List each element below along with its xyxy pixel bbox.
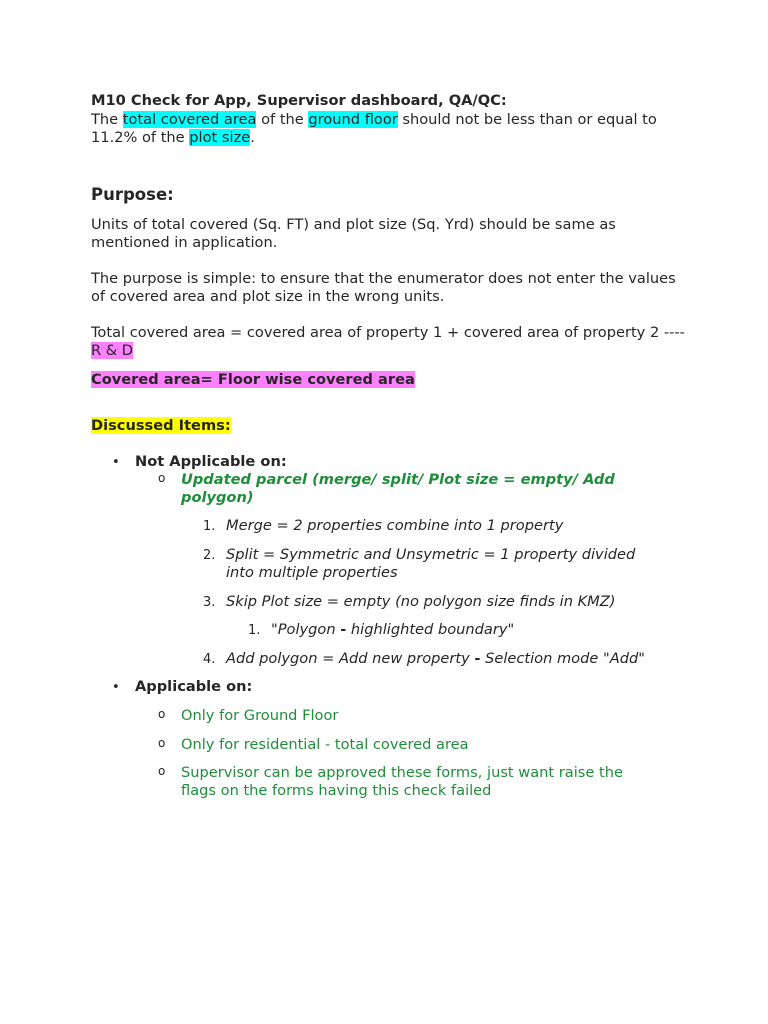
discussed-heading [91, 417, 691, 435]
residential-item: Only for residential - total covered area [181, 736, 469, 753]
add-polygon-text: Selection mode "Add" [480, 650, 645, 667]
item-number: 4. [203, 652, 216, 667]
updated-parcel-item: Updated parcel (merge/ split/ Plot size = empty/ Add polygon) [181, 471, 615, 506]
bullet-icon: • [112, 680, 120, 695]
rd-tag: R & D [91, 342, 134, 359]
purpose-heading: Purpose: [91, 185, 174, 204]
total-covered-paragraph [91, 324, 691, 360]
document-title: M10 Check for App, Supervisor dashboard, QA/QC: [91, 92, 507, 109]
total-covered-text: Total covered area = covered area of property 1 + covered area of property 2 ---- [91, 324, 685, 341]
merge-item: Merge = 2 properties combine into 1 property [226, 517, 564, 534]
item-number: 2. [203, 548, 216, 563]
polygon-boundary-item [271, 621, 514, 639]
add-polygon-text: Add polygon = Add new property [226, 650, 475, 667]
sub-bullet-icon: o [158, 764, 166, 778]
dash: - [340, 621, 347, 638]
purpose-paragraph: The purpose is simple: to ensure that the enumerator does not enter the values of covered area and plot size in the wrong units. [91, 270, 676, 305]
highlight-plot-size: plot size [189, 129, 251, 146]
covered-area-definition-text: Covered area= Floor wise covered area [91, 371, 415, 388]
split-item: Split = Symmetric and Unsymetric = 1 property divided into multiple properties [226, 546, 636, 581]
applicable-label: Applicable on: [135, 678, 253, 695]
sub-bullet-icon: o [158, 471, 166, 485]
polygon-text: "Polygon [271, 621, 341, 638]
dash: - [474, 650, 481, 667]
highlight-ground-floor: ground floor [308, 111, 398, 128]
sub-bullet-icon: o [158, 736, 166, 750]
intro-text: of the [256, 111, 309, 128]
units-paragraph: Units of total covered (Sq. FT) and plot size (Sq. Yrd) should be same as mentioned in application. [91, 216, 616, 251]
intro-text: . [250, 129, 255, 146]
highlight-total-covered-area: total covered area [122, 111, 257, 128]
discussed-heading-text: Discussed Items: [91, 417, 231, 434]
not-applicable-label: Not Applicable on: [135, 453, 287, 470]
item-number: 3. [203, 595, 216, 610]
polygon-text: highlighted boundary" [346, 621, 515, 638]
item-number: 1. [248, 623, 261, 638]
skip-plot-size-item: Skip Plot size = empty (no polygon size finds in KMZ) [226, 593, 616, 610]
intro-text: The [91, 111, 123, 128]
item-number: 1. [203, 519, 216, 534]
intro-text: should not be less than or equal to 11.2% of the [91, 111, 657, 146]
add-polygon-item [226, 650, 645, 668]
supervisor-item: Supervisor can be approved these forms, just want raise the flags on the forms having this check failed [181, 764, 623, 799]
intro-paragraph [91, 111, 691, 147]
bullet-icon: • [112, 455, 120, 470]
covered-area-definition [91, 371, 691, 389]
ground-floor-item: Only for Ground Floor [181, 707, 339, 724]
sub-bullet-icon: o [158, 707, 166, 721]
